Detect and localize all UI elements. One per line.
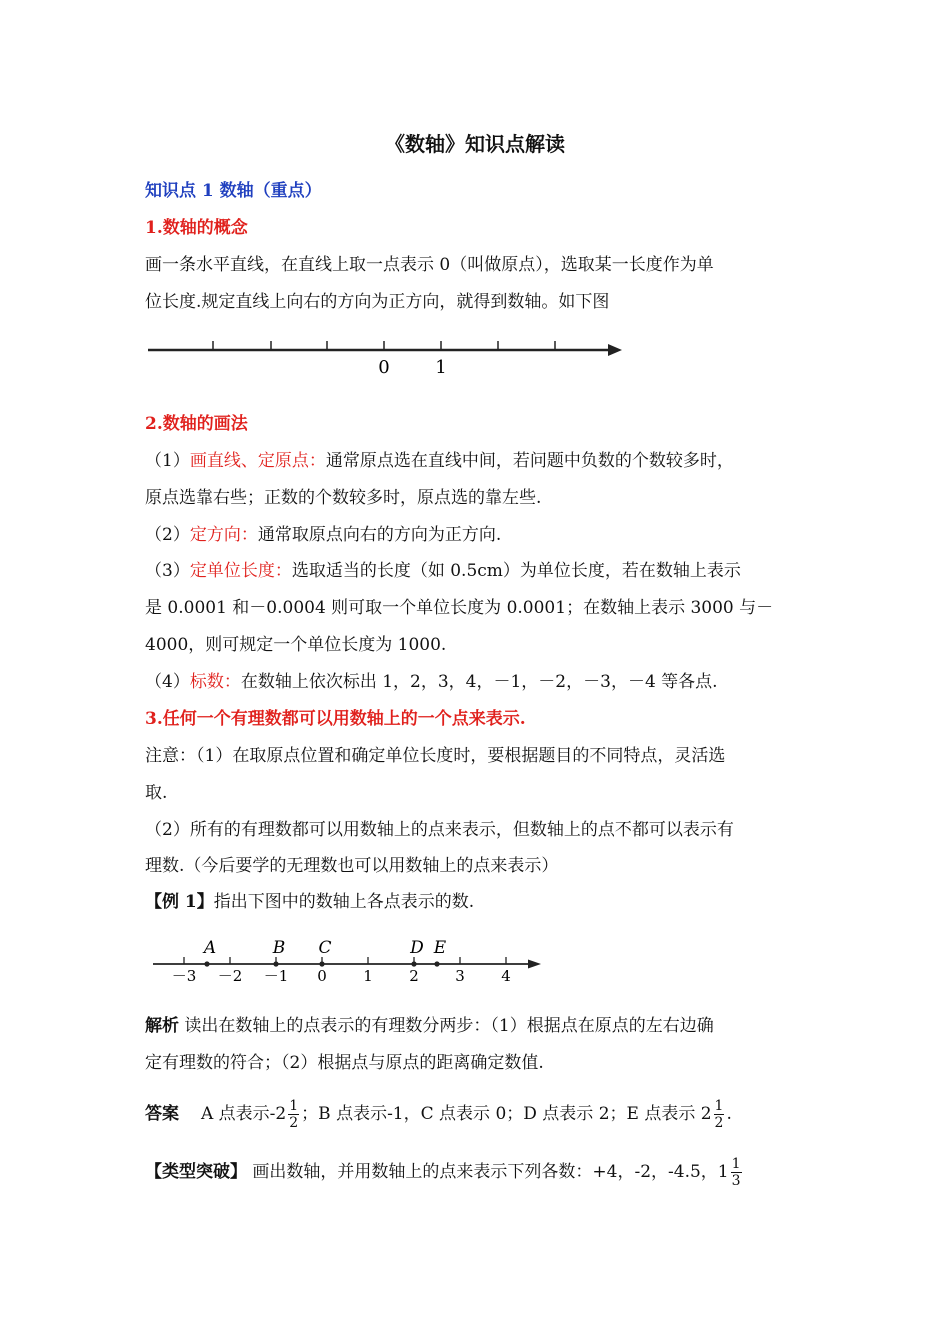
item-2-text: 通常取原点向右的方向为正方向.	[257, 525, 502, 545]
number-line-figure-2	[145, 930, 555, 990]
point-d	[411, 961, 416, 966]
page-title: 《数轴》知识点解读	[385, 132, 565, 156]
tick-label: 1	[363, 967, 373, 985]
tick-label: 4	[501, 967, 511, 985]
method-item-2	[145, 524, 501, 546]
item-4-key: 标数：	[189, 672, 241, 692]
concept-line-2: 位长度.规定直线上向右的方向为正方向，就得到数轴。如下图	[145, 292, 610, 312]
answer-line	[145, 1098, 732, 1131]
tick-label: －3	[171, 967, 197, 985]
note-line-1: 注意：（1）在取原点位置和确定单位长度时，要根据题目的不同特点，灵活选	[145, 746, 726, 766]
item-3-prefix: （3）	[145, 561, 190, 581]
concept-heading: 1.数轴的概念	[145, 218, 248, 238]
point-label-b: B	[272, 938, 286, 958]
item-1-text: 通常原点选在直线中间，若问题中负数的个数较多时，	[325, 451, 734, 471]
point-label-c: C	[318, 938, 332, 958]
method-item-3	[145, 560, 741, 582]
concept-line-1: 画一条水平直线，在直线上取一点表示 0（叫做原点），选取某一长度作为单	[145, 255, 714, 275]
fraction-one-third: $\frac{1}{3}$	[731, 1156, 741, 1189]
fraction-half-a: $\frac{1}{2}$	[289, 1098, 299, 1131]
analysis-line-1	[145, 1015, 714, 1037]
item-4-prefix: （4）	[145, 672, 190, 692]
item-1-prefix: （1）	[145, 451, 190, 471]
item-3-key: 定单位长度：	[189, 561, 292, 581]
example-text: 指出下图中的数轴上各点表示的数.	[213, 892, 475, 912]
method-item-3-cont: 是 0.0001 和－0.0004 则可取一个单位长度为 0.0001；在数轴上表示 3000 与－	[145, 598, 774, 618]
fraction-half-e: $\frac{1}{2}$	[714, 1098, 724, 1131]
item-3-text: 选取适当的长度（如 0.5cm）为单位长度，若在数轴上表示	[291, 561, 741, 581]
note-line-3: （2）所有的有理数都可以用数轴上的点来表示，但数轴上的点不都可以表示有	[145, 820, 734, 840]
breakthrough-line	[145, 1156, 744, 1189]
tick-label: 2	[409, 967, 419, 985]
point-b	[273, 961, 278, 966]
method-item-1	[145, 450, 734, 472]
point-a	[204, 961, 209, 966]
tick-label: 0	[317, 967, 327, 985]
point-c	[319, 961, 324, 966]
axis-arrow	[608, 344, 622, 356]
item-2-key: 定方向：	[189, 525, 258, 545]
section2-heading: 2.数轴的画法	[145, 414, 248, 434]
section3-heading: 3.任何一个有理数都可以用数轴上的一个点来表示.	[145, 709, 526, 729]
tick-label: －1	[263, 967, 289, 985]
analysis-text-1: 读出在数轴上的点表示的有理数分两步：（1）根据点在原点的左右边确	[179, 1016, 714, 1036]
label-one: 1	[435, 357, 447, 378]
point-e	[434, 961, 439, 966]
method-item-3-cont2: 4000，则可规定一个单位长度为 1000.	[145, 635, 447, 655]
point-label-e: E	[433, 938, 447, 958]
item-2-prefix: （2）	[145, 525, 190, 545]
point-label-d: D	[410, 938, 424, 958]
example-label: 【例 1】	[145, 892, 214, 912]
answer-part-1: A 点表示-2	[201, 1104, 287, 1124]
breakthrough-text: 画出数轴，并用数轴上的点来表示下列各数：+4，-2，-4.5，1	[247, 1162, 729, 1182]
note-line-4: 理数.（今后要学的无理数也可以用数轴上的点来表示）	[145, 856, 559, 876]
axis-arrow	[528, 960, 541, 969]
note-line-2: 取.	[145, 783, 168, 803]
item-4-text: 在数轴上依次标出 1，2，3，4，－1，－2，－3，－4 等各点.	[240, 672, 718, 692]
method-item-1-cont: 原点选靠右些；正数的个数较多时，原点选的靠左些.	[145, 488, 542, 508]
answer-part-3: .	[726, 1104, 732, 1124]
answer-label: 答案	[145, 1104, 179, 1124]
tick-label: －2	[217, 967, 243, 985]
point-label-a: A	[203, 938, 217, 958]
analysis-line-2: 定有理数的符合；（2）根据点与原点的距离确定数值.	[145, 1053, 544, 1073]
analysis-label: 解析	[145, 1016, 179, 1036]
section1-heading: 知识点 1 数轴（重点）	[145, 181, 322, 201]
label-zero: 0	[378, 357, 390, 378]
method-item-4	[145, 671, 718, 693]
number-line-figure-1	[140, 325, 640, 385]
breakthrough-label: 【类型突破】	[145, 1162, 247, 1182]
tick-label: 3	[455, 967, 465, 985]
example-line	[145, 891, 474, 913]
item-1-key: 画直线、定原点：	[189, 451, 326, 471]
answer-part-2: ；B 点表示-1，C 点表示 0；D 点表示 2；E 点表示 2	[301, 1104, 712, 1124]
